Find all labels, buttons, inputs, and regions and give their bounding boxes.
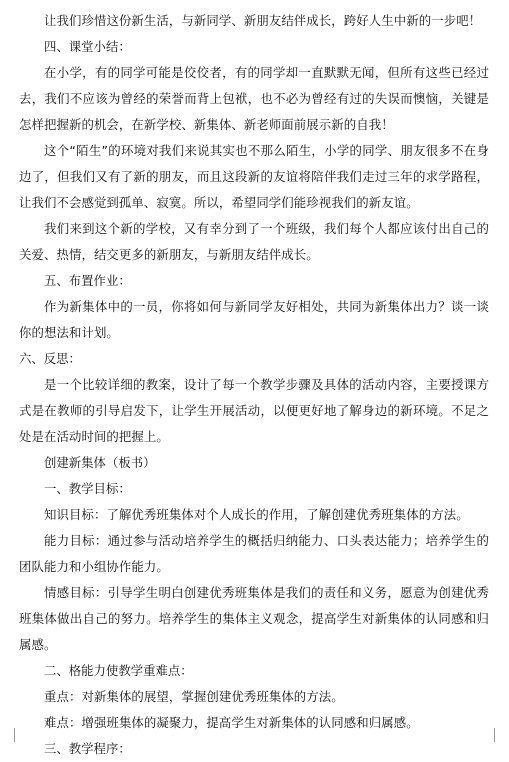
heading-class-summary: 四、课堂小结： [44,39,131,54]
paragraph-emotion-goal: 情感目标：引导学生明白创建优秀班集体是我们的责任和义务，愿意为创建优秀班集体做出自己的努力。培养学生的集体主义观念，提高学生对新集体的认同感和归属感。 [19,585,489,652]
paragraph-summary-2: 这个“陌生”的环境对我们来说其实也不那么陌生，小学的同学、朋友很多不在身边了，但我们又有了新的朋友，而且这段新的友谊将陪伴我们走过三年的求学路程，让我们不会感觉到孤单、寂寞。所以，希望同学们能珍视我们的新友谊。 [19,143,489,210]
heading-teaching-goals: 一、教学目标： [44,481,131,496]
paragraph-key-point: 重点：对新集体的展望，掌握创建优秀班集体的方法。 [44,689,344,704]
paragraph-reflection: 是一个比较详细的教案，设计了每一个教学步骤及具体的活动内容，主要授课方式是在教师的引导启发下，让学生开展活动，以便更好地了解身边的新环境。不足之处是在活动时间的把握上。 [19,377,489,444]
heading-board-title: 创建新集体（板书） [44,455,156,470]
paragraph-closing-line: 让我们珍惜这份新生活，与新同学、新朋友结伴成长，跨好人生中新的一步吧！ [44,13,482,28]
heading-teaching-procedure: 三、教学程序： [44,741,131,756]
paragraph-knowledge-goal: 知识目标：了解优秀班集体对个人成长的作用，了解创建优秀班集体的方法。 [44,507,469,522]
heading-homework: 五、布置作业： [44,273,131,288]
paragraph-difficulty: 难点：增强班集体的凝聚力，提高学生对新集体的认同感和归属感。 [44,715,419,730]
page-corner-mark-right [494,728,509,742]
document-body [19,8,489,762]
paragraph-homework: 作为新集体中的一员，你将如何与新同学友好相处，共同为新集体出力？谈一谈你的想法和计划。 [19,299,489,340]
page-corner-mark-left [0,728,15,742]
paragraph-summary-1: 在小学，有的同学可能是佼佼者，有的同学却一直默默无闻，但所有这些已经过去，我们不应该为曾经的荣誉而背上包袱，也不必为曾经有过的失误而懊恼，关键是怎样把握新的机会，在新学校、新集体、新老师面前展示新的自我！ [19,65,489,132]
paragraph-ability-goal: 能力目标：通过参与活动培养学生的概括归纳能力、口头表达能力；培养学生的团队能力和小组协作能力。 [19,533,489,574]
heading-key-points: 二、格能力使教学重难点： [44,663,193,678]
heading-reflection: 六、反思： [19,351,81,366]
paragraph-summary-3: 我们来到这个新的学校，又有幸分到了一个班级，我们每个人都应该付出自己的关爱、热情，结交更多的新朋友，与新朋友结伴成长。 [19,221,489,262]
